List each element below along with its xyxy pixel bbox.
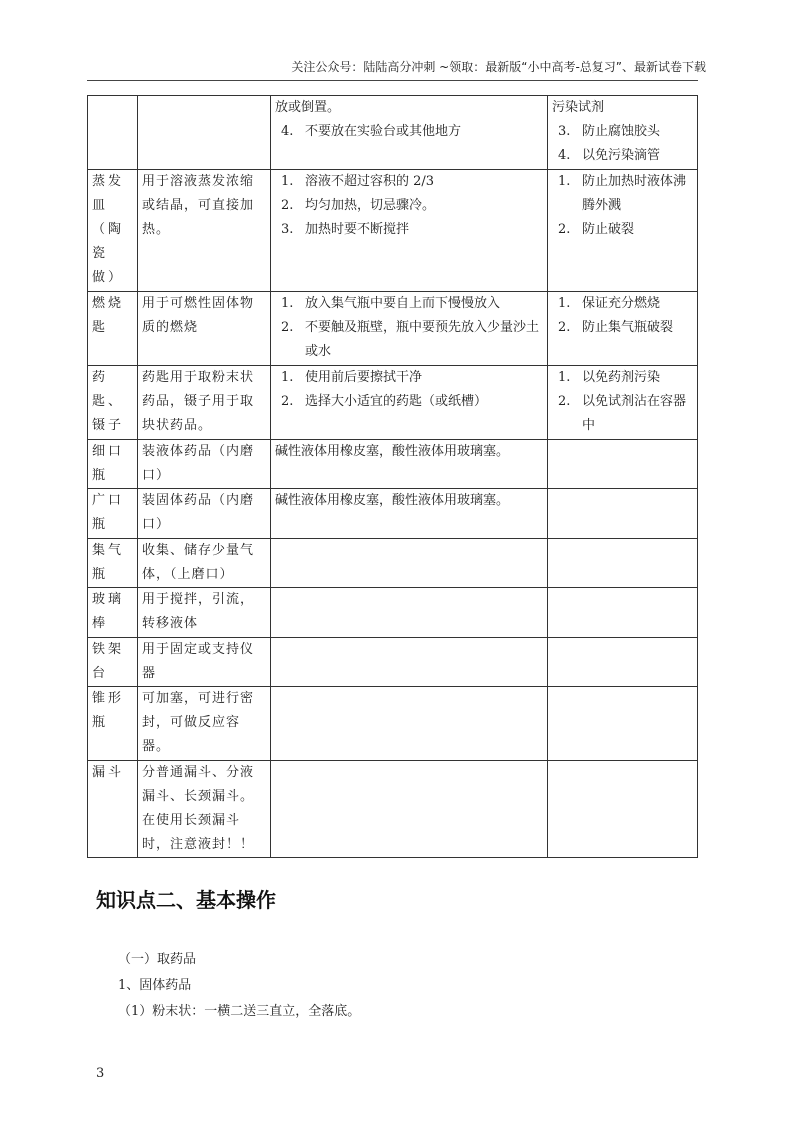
item-text: 防止加热时液体沸腾外溅 xyxy=(582,174,687,213)
apparatus-use-cell xyxy=(138,96,271,170)
apparatus-operation-cell xyxy=(271,638,548,687)
item-number: 2. xyxy=(558,320,571,335)
apparatus-name-cell: 蒸发皿（陶瓷做） xyxy=(88,170,138,292)
item-number: 1. xyxy=(281,296,294,311)
item-number: 1. xyxy=(281,370,294,385)
item-text: 溶液不超过容积的 2/3 xyxy=(305,174,435,189)
apparatus-reason-cell xyxy=(548,489,698,539)
item-text: 以免药剂污染 xyxy=(582,370,661,385)
apparatus-table-body xyxy=(88,96,698,858)
list-item xyxy=(552,390,693,438)
apparatus-use-cell: 用于搅拌，引流，转移液体 xyxy=(138,588,271,638)
item-text: 选择大小适宜的药匙（或纸槽） xyxy=(305,394,488,409)
item-number: 1. xyxy=(558,296,571,311)
subsection-detail: （1）粉末状：一横二送三直立，全落底。 xyxy=(118,1004,361,1019)
cell-text: 污染试剂 xyxy=(552,100,605,115)
item-number: 2. xyxy=(558,394,571,409)
apparatus-name-cell: 燃烧匙 xyxy=(88,292,138,366)
apparatus-use-cell: 用于可燃性固体物质的燃烧 xyxy=(138,292,271,366)
cell-text: 碱性液体用橡皮塞，酸性液体用玻璃塞。 xyxy=(275,493,510,508)
table-row xyxy=(88,292,698,366)
apparatus-use-cell: 可加塞，可进行密封，可做反应容器。 xyxy=(138,687,271,761)
list-item xyxy=(552,366,693,390)
apparatus-operation-cell xyxy=(271,687,548,761)
apparatus-operation-cell xyxy=(271,366,548,440)
section-title: 知识点二、基本操作 xyxy=(96,888,276,912)
apparatus-use-cell: 装液体药品（内磨口） xyxy=(138,440,271,489)
apparatus-use-cell: 用于溶液蒸发浓缩或结晶，可直接加热。 xyxy=(138,170,271,292)
list-item xyxy=(275,120,543,144)
apparatus-use-cell: 收集、储存少量气体，（上磨口） xyxy=(138,539,271,588)
apparatus-operation-cell xyxy=(271,440,548,489)
item-text: 使用前后要擦拭干净 xyxy=(305,370,423,385)
apparatus-name-cell: 玻璃棒 xyxy=(88,588,138,638)
item-text: 放入集气瓶中要自上而下慢慢放入 xyxy=(305,296,501,311)
apparatus-use-cell: 药匙用于取粉末状药品，镊子用于取块状药品。 xyxy=(138,366,271,440)
apparatus-use-cell: 分普通漏斗、分液漏斗、长颈漏斗。在使用长颈漏斗时，注意液封！！ xyxy=(138,761,271,858)
item-number: 2. xyxy=(281,394,294,409)
cell-text: 放或倒置。 xyxy=(275,100,341,115)
list-item xyxy=(275,316,543,364)
apparatus-table xyxy=(87,95,698,858)
page-number: 3 xyxy=(96,1066,105,1081)
item-text: 以免试剂沾在容器中 xyxy=(582,394,687,433)
list-item xyxy=(275,194,543,218)
apparatus-operation-cell xyxy=(271,761,548,858)
apparatus-reason-cell xyxy=(548,761,698,858)
apparatus-reason-cell xyxy=(548,440,698,489)
list-item xyxy=(275,390,543,414)
item-text: 均匀加热，切忌骤冷。 xyxy=(305,198,436,213)
table-row xyxy=(88,440,698,489)
table-row xyxy=(88,687,698,761)
subsection-item: 1、固体药品 xyxy=(118,978,192,993)
apparatus-reason-cell xyxy=(548,170,698,292)
list-item xyxy=(552,316,693,340)
list-item xyxy=(275,292,543,316)
apparatus-reason-cell xyxy=(548,687,698,761)
item-number: 1. xyxy=(281,174,294,189)
table-row xyxy=(88,761,698,858)
table-row xyxy=(88,539,698,588)
table-row xyxy=(88,96,698,170)
list-item xyxy=(552,218,693,242)
apparatus-reason-cell xyxy=(548,292,698,366)
item-number: 4. xyxy=(558,148,571,163)
apparatus-use-cell: 装固体药品（内磨口） xyxy=(138,489,271,539)
item-number: 2. xyxy=(558,222,571,237)
item-number: 2. xyxy=(281,320,294,335)
apparatus-name-cell: 集气瓶 xyxy=(88,539,138,588)
item-text: 以免污染滴管 xyxy=(582,148,661,163)
list-item xyxy=(552,120,693,144)
item-number: 1. xyxy=(558,174,571,189)
apparatus-operation-cell xyxy=(271,588,548,638)
apparatus-operation-cell xyxy=(271,292,548,366)
apparatus-use-cell: 用于固定或支持仪器 xyxy=(138,638,271,687)
list-item xyxy=(552,292,693,316)
apparatus-reason-cell xyxy=(548,588,698,638)
list-item xyxy=(275,170,543,194)
apparatus-name-cell: 漏斗 xyxy=(88,761,138,858)
apparatus-name-cell: 广口瓶 xyxy=(88,489,138,539)
item-text: 防止破裂 xyxy=(582,222,635,237)
apparatus-name-cell: 细口瓶 xyxy=(88,440,138,489)
page-header: 关注公众号：陆陆高分冲刺 ~领取：最新版“小中高考-总复习”、最新试卷下载 xyxy=(291,60,706,74)
apparatus-reason-cell xyxy=(548,96,698,170)
item-text: 保证充分燃烧 xyxy=(582,296,661,311)
item-number: 2. xyxy=(281,198,294,213)
apparatus-operation-cell xyxy=(271,539,548,588)
subsection-heading: （一）取药品 xyxy=(118,952,197,967)
table-row xyxy=(88,489,698,539)
table-row xyxy=(88,638,698,687)
apparatus-operation-cell xyxy=(271,96,548,170)
apparatus-reason-cell xyxy=(548,366,698,440)
apparatus-name-cell xyxy=(88,96,138,170)
item-number: 3. xyxy=(281,222,294,237)
table-row xyxy=(88,170,698,292)
item-number: 3. xyxy=(558,124,571,139)
item-number: 4. xyxy=(281,124,294,139)
list-item xyxy=(552,170,693,218)
item-text: 防止腐蚀胶头 xyxy=(582,124,661,139)
item-text: 防止集气瓶破裂 xyxy=(582,320,674,335)
item-text: 不要放在实验台或其他地方 xyxy=(305,124,462,139)
apparatus-name-cell: 铁架台 xyxy=(88,638,138,687)
apparatus-operation-cell xyxy=(271,170,548,292)
header-rule xyxy=(87,80,698,81)
apparatus-operation-cell xyxy=(271,489,548,539)
table-row xyxy=(88,366,698,440)
table-row xyxy=(88,588,698,638)
apparatus-name-cell: 药匙、镊子 xyxy=(88,366,138,440)
item-number: 1. xyxy=(558,370,571,385)
apparatus-reason-cell xyxy=(548,638,698,687)
list-item xyxy=(275,366,543,390)
apparatus-name-cell: 锥形瓶 xyxy=(88,687,138,761)
item-text: 加热时要不断搅拌 xyxy=(305,222,410,237)
cell-text: 碱性液体用橡皮塞，酸性液体用玻璃塞。 xyxy=(275,444,510,459)
apparatus-reason-cell xyxy=(548,539,698,588)
list-item xyxy=(275,218,543,242)
list-item xyxy=(552,144,693,168)
item-text: 不要触及瓶壁，瓶中要预先放入少量沙土或水 xyxy=(305,320,540,359)
